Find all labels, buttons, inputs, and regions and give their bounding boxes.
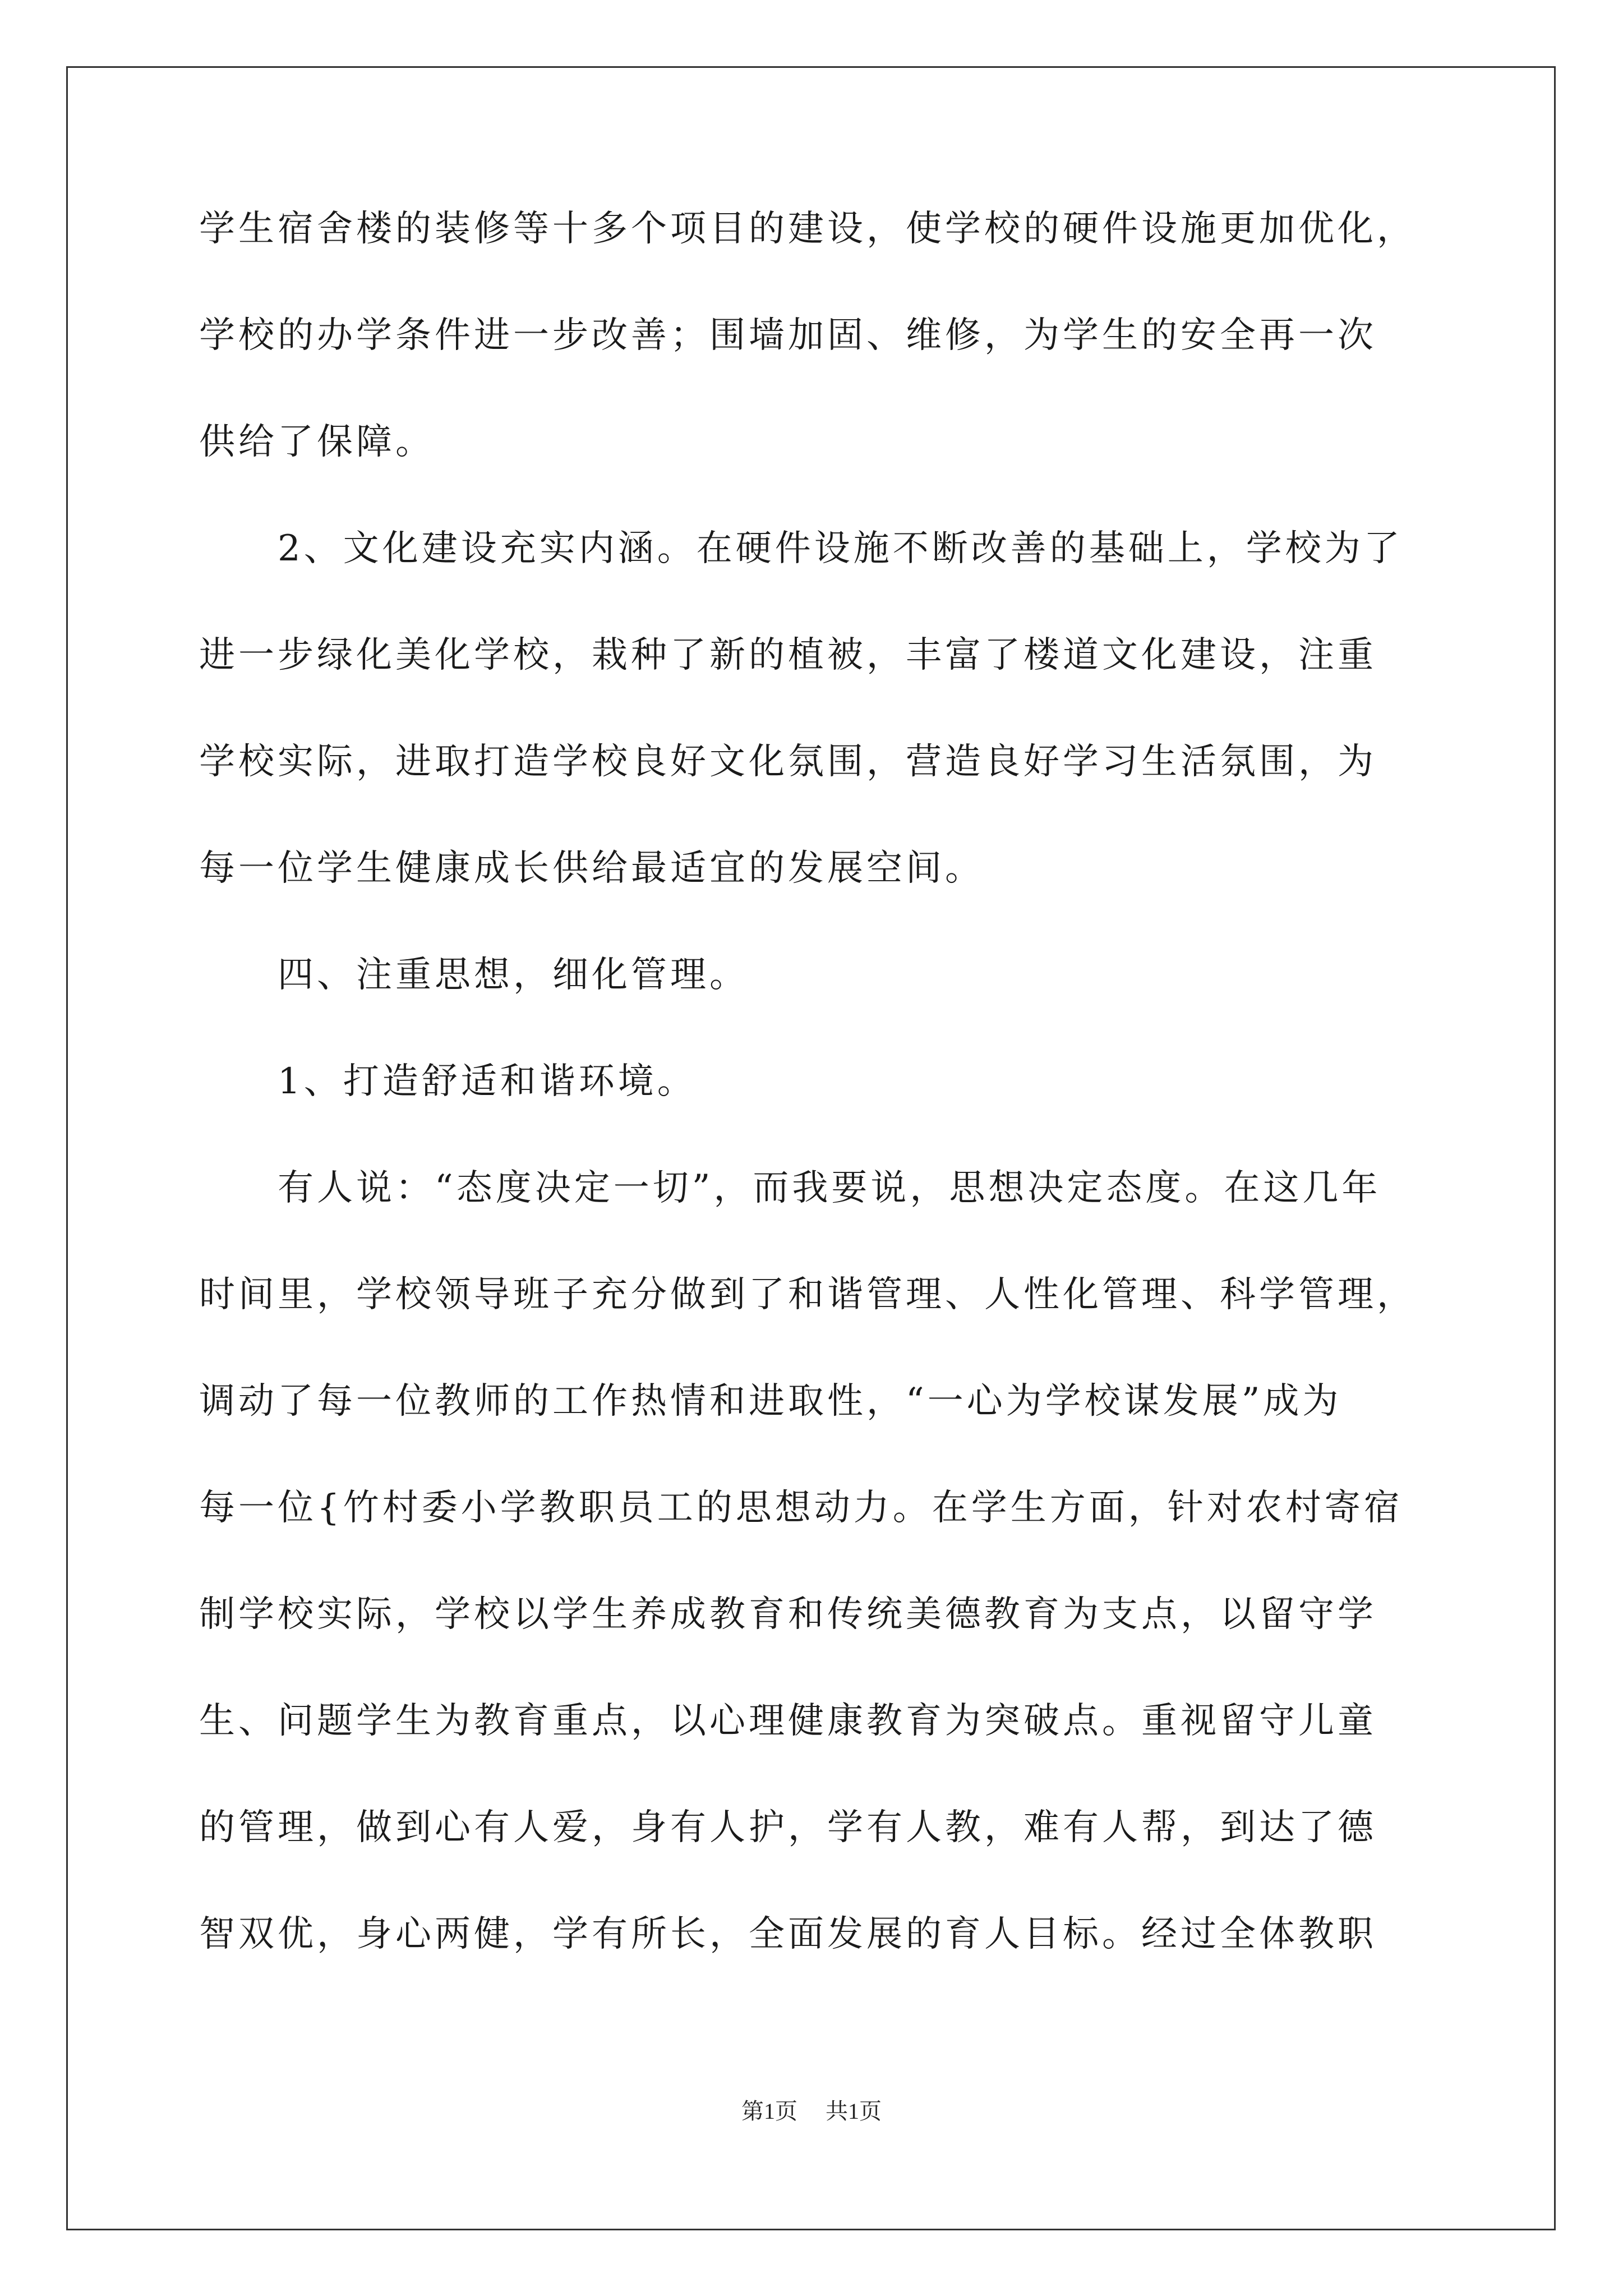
document-body xyxy=(199,195,1450,2007)
page-number-total: 共1页 xyxy=(826,2099,882,2124)
paragraph-start-line: 2、文化建设充实内涵。在硬件设施不断改善的基础上，学校为了 xyxy=(278,528,1403,569)
text-line: 进一步绿化美化学校，栽种了新的植被，丰富了楼道文化建设，注重 xyxy=(199,634,1377,676)
subsection-heading: 1、打造舒适和谐环境。 xyxy=(278,1061,697,1102)
section-heading: 四、注重思想，细化管理。 xyxy=(278,954,749,996)
text-line: 每一位{竹村委小学教职员工的思想动力。在学生方面，针对农村寄宿 xyxy=(199,1487,1403,1529)
text-line: 调动了每一位教师的工作热情和进取性，“一心为学校谋发展”成为 xyxy=(199,1381,1342,1422)
page-number-current: 第1页 xyxy=(741,2099,797,2124)
text-line: 时间里，学校领导班子充分做到了和谐管理、人性化管理、科学管理， xyxy=(199,1274,1416,1315)
text-line: 学生宿舍楼的装修等十多个项目的建设，使学校的硬件设施更加优化， xyxy=(199,208,1416,250)
text-line: 学校实际，进取打造学校良好文化氛围，营造良好学习生活氛围，为 xyxy=(199,741,1377,783)
text-line: 每一位学生健康成长供给最适宜的发展空间。 xyxy=(199,848,984,889)
text-line: 制学校实际，学校以学生养成教育和传统美德教育为支点，以留守学 xyxy=(199,1594,1377,1635)
text-line: 智双优，身心两健，学有所长，全面发展的育人目标。经过全体教职 xyxy=(199,1913,1377,1955)
text-line: 生、问题学生为教育重点，以心理健康教育为突破点。重视留守儿童 xyxy=(199,1700,1377,1742)
text-line: 供给了保障。 xyxy=(199,421,435,463)
text-line: 的管理，做到心有人爱，身有人护，学有人教，难有人帮，到达了德 xyxy=(199,1807,1377,1848)
page-footer xyxy=(0,2093,1623,2125)
paragraph-start-line: 有人说：“态度决定一切”，而我要说，思想决定态度。在这几年 xyxy=(278,1167,1381,1209)
text-line: 学校的办学条件进一步改善；围墙加固、维修，为学生的安全再一次 xyxy=(199,315,1377,356)
